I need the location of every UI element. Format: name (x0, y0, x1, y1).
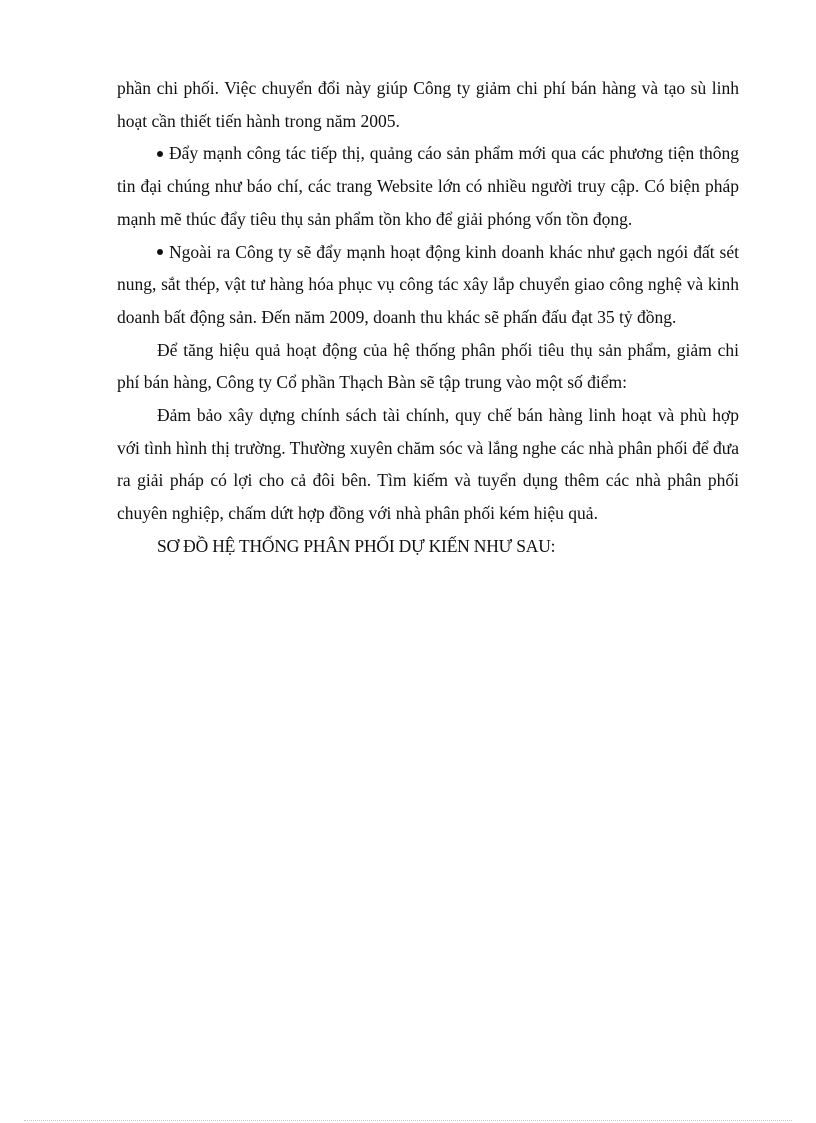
bullet-icon (157, 151, 163, 157)
paragraph-sales-policy (117, 399, 739, 530)
paragraph-text: Đẩy mạnh công tác tiếp thị, quảng cáo sản phẩm mới qua các phương tiện thông tin đại chúng như báo chí, các trang Website lớn có nhiều người truy cập. Có biện pháp mạnh mẽ thúc đẩy tiêu thụ sản phẩm tồn kho để giải phóng vốn tồn đọng. (117, 143, 739, 229)
section-heading (117, 530, 739, 563)
paragraph-distribution-efficiency (117, 334, 739, 399)
bullet-icon (157, 249, 163, 255)
bullet-paragraph-other-business (117, 236, 739, 334)
paragraph-text: Đảm bảo xây dựng chính sách tài chính, quy chế bán hàng linh hoạt và phù hợp với tình hình thị trường. Thường xuyên chăm sóc và lắng nghe các nhà phân phối để đưa ra giải pháp có lợi cho cả đôi bên. Tìm kiếm và tuyển dụng thêm các nhà phân phối chuyên nghiệp, chấm dứt hợp đồng với nhà phân phối kém hiệu quả. (117, 405, 739, 524)
paragraph-text: phần chi phối. Việc chuyển đổi này giúp Công ty giảm chi phí bán hàng và tạo sù linh hoạt cần thiết tiến hành trong năm 2005. (117, 78, 739, 131)
paragraph-text: Để tăng hiệu quả hoạt động của hệ thống phân phối tiêu thụ sản phẩm, giảm chi phí bán hàng, Công ty Cổ phần Thạch Bàn sẽ tập trung vào một số điểm: (117, 339, 739, 393)
bullet-paragraph-marketing (117, 137, 739, 235)
section-heading-text: SƠ ĐỒ HỆ THỐNG PHÂN PHỐI DỰ KIẾN NHƯ SAU: (157, 535, 556, 556)
page-footer-divider (24, 1120, 792, 1121)
paragraph-continuation (117, 72, 739, 137)
document-body (117, 72, 739, 563)
paragraph-text: Ngoài ra Công ty sẽ đẩy mạnh hoạt động kinh doanh khác như gạch ngói đất sét nung, sắt thép, vật tư hàng hóa phục vụ công tác xây lắp chuyển giao công nghệ và kinh doanh bất động sản. Đến năm 2009, doanh thu khác sẽ phấn đấu đạt 35 tỷ đồng. (117, 241, 739, 327)
